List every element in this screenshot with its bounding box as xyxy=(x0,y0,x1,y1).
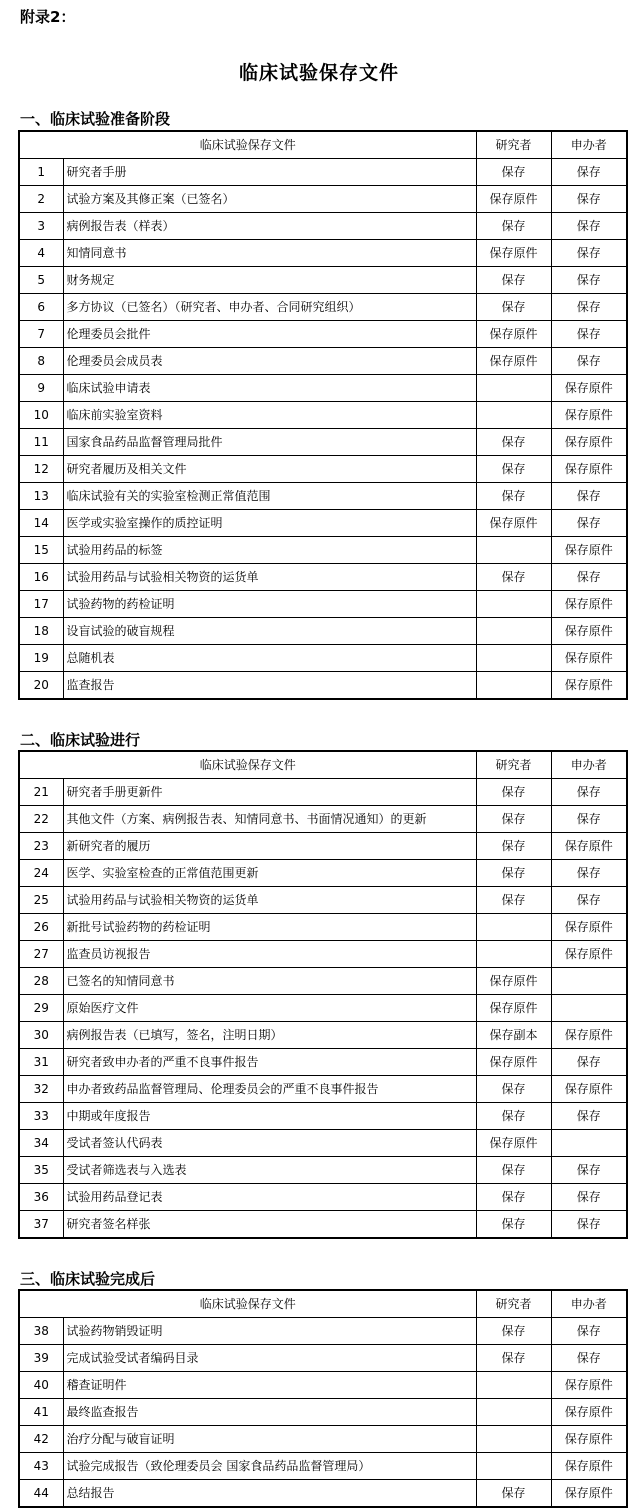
header-investigator: 研究者 xyxy=(476,1290,551,1318)
table-row xyxy=(19,1426,627,1453)
table-row xyxy=(19,591,627,618)
table-row xyxy=(19,995,627,1022)
sponsor-status: 保存原件 xyxy=(551,1399,627,1426)
document-name: 临床试验有关的实验室检测正常值范围 xyxy=(63,483,476,510)
sponsor-status: 保存原件 xyxy=(551,375,627,402)
sponsor-status: 保存原件 xyxy=(551,537,627,564)
row-number: 14 xyxy=(19,510,63,537)
investigator-status: 保存 xyxy=(476,456,551,483)
page-title: 临床试验保存文件 xyxy=(238,62,399,84)
row-number: 11 xyxy=(19,429,63,456)
document-name: 病例报告表（已填写，签名，注明日期） xyxy=(63,1022,476,1049)
sponsor-status xyxy=(551,1130,627,1157)
table-row xyxy=(19,429,627,456)
document-name: 试验用药品与试验相关物资的运货单 xyxy=(63,564,476,591)
header-investigator: 研究者 xyxy=(476,131,551,159)
document-name: 已签名的知情同意书 xyxy=(63,968,476,995)
row-number: 39 xyxy=(19,1345,63,1372)
investigator-status xyxy=(476,591,551,618)
header-document: 临床试验保存文件 xyxy=(19,1290,476,1318)
document-name: 受试者筛选表与入选表 xyxy=(63,1157,476,1184)
sponsor-status: 保存 xyxy=(551,267,627,294)
sponsor-status: 保存 xyxy=(551,1318,627,1345)
table-row xyxy=(19,1157,627,1184)
investigator-status: 保存 xyxy=(476,1157,551,1184)
row-number: 43 xyxy=(19,1453,63,1480)
document-name: 设盲试验的破盲规程 xyxy=(63,618,476,645)
investigator-status: 保存原件 xyxy=(476,348,551,375)
investigator-status: 保存 xyxy=(476,1318,551,1345)
sponsor-status: 保存 xyxy=(551,213,627,240)
sponsor-status: 保存原件 xyxy=(551,672,627,700)
sponsor-status: 保存 xyxy=(551,1345,627,1372)
investigator-status xyxy=(476,941,551,968)
table-row xyxy=(19,1076,627,1103)
document-name: 研究者致申办者的严重不良事件报告 xyxy=(63,1049,476,1076)
investigator-status xyxy=(476,1372,551,1399)
investigator-status: 保存原件 xyxy=(476,510,551,537)
investigator-status xyxy=(476,645,551,672)
document-name: 试验完成报告（致伦理委员会 国家食品药品监督管理局） xyxy=(63,1453,476,1480)
sponsor-status: 保存 xyxy=(551,1211,627,1239)
table-row xyxy=(19,941,627,968)
table-row xyxy=(19,914,627,941)
document-name: 总结报告 xyxy=(63,1480,476,1508)
investigator-status xyxy=(476,914,551,941)
row-number: 40 xyxy=(19,1372,63,1399)
row-number: 21 xyxy=(19,779,63,806)
sponsor-status: 保存 xyxy=(551,1184,627,1211)
investigator-status: 保存 xyxy=(476,213,551,240)
investigator-status: 保存 xyxy=(476,1103,551,1130)
sponsor-status: 保存 xyxy=(551,887,627,914)
document-name: 试验方案及其修正案（已签名） xyxy=(63,186,476,213)
table-row xyxy=(19,1318,627,1345)
header-document: 临床试验保存文件 xyxy=(19,751,476,779)
table-row xyxy=(19,1049,627,1076)
document-name: 试验药物销毁证明 xyxy=(63,1318,476,1345)
investigator-status: 保存 xyxy=(476,833,551,860)
header-sponsor: 申办者 xyxy=(551,1290,627,1318)
row-number: 16 xyxy=(19,564,63,591)
document-name: 伦理委员会批件 xyxy=(63,321,476,348)
table-row xyxy=(19,375,627,402)
investigator-status xyxy=(476,1399,551,1426)
document-name: 医学、实验室检查的正常值范围更新 xyxy=(63,860,476,887)
document-name: 临床试验申请表 xyxy=(63,375,476,402)
document-name: 新批号试验药物的药检证明 xyxy=(63,914,476,941)
investigator-status: 保存原件 xyxy=(476,321,551,348)
table-row xyxy=(19,1211,627,1239)
document-name: 申办者致药品监督管理局、伦理委员会的严重不良事件报告 xyxy=(63,1076,476,1103)
investigator-status: 保存 xyxy=(476,887,551,914)
table-row xyxy=(19,1372,627,1399)
row-number: 18 xyxy=(19,618,63,645)
table-row xyxy=(19,213,627,240)
investigator-status xyxy=(476,672,551,700)
row-number: 23 xyxy=(19,833,63,860)
header-investigator: 研究者 xyxy=(476,751,551,779)
sponsor-status: 保存 xyxy=(551,321,627,348)
sponsor-status: 保存原件 xyxy=(551,1076,627,1103)
table-row xyxy=(19,1480,627,1508)
investigator-status: 保存 xyxy=(476,294,551,321)
row-number: 9 xyxy=(19,375,63,402)
document-name: 国家食品药品监督管理局批件 xyxy=(63,429,476,456)
document-name: 试验用药品登记表 xyxy=(63,1184,476,1211)
sponsor-status: 保存原件 xyxy=(551,456,627,483)
investigator-status: 保存 xyxy=(476,860,551,887)
table-row xyxy=(19,1184,627,1211)
table-header-row xyxy=(19,751,627,779)
row-number: 33 xyxy=(19,1103,63,1130)
sponsor-status: 保存 xyxy=(551,186,627,213)
investigator-status: 保存 xyxy=(476,159,551,186)
row-number: 24 xyxy=(19,860,63,887)
investigator-status: 保存 xyxy=(476,806,551,833)
table-row xyxy=(19,402,627,429)
document-name: 试验用药品与试验相关物资的运货单 xyxy=(63,887,476,914)
row-number: 38 xyxy=(19,1318,63,1345)
investigator-status: 保存 xyxy=(476,429,551,456)
document-name: 财务规定 xyxy=(63,267,476,294)
table-row xyxy=(19,833,627,860)
row-number: 13 xyxy=(19,483,63,510)
section-heading: 二、临床试验进行 xyxy=(20,731,141,749)
document-table xyxy=(18,130,628,700)
sponsor-status xyxy=(551,995,627,1022)
row-number: 31 xyxy=(19,1049,63,1076)
table-row xyxy=(19,321,627,348)
row-number: 19 xyxy=(19,645,63,672)
document-name: 研究者手册更新件 xyxy=(63,779,476,806)
document-name: 研究者履历及相关文件 xyxy=(63,456,476,483)
document-name: 研究者签名样张 xyxy=(63,1211,476,1239)
document-name: 研究者手册 xyxy=(63,159,476,186)
table-row xyxy=(19,645,627,672)
row-number: 22 xyxy=(19,806,63,833)
row-number: 5 xyxy=(19,267,63,294)
document-name: 原始医疗文件 xyxy=(63,995,476,1022)
table-row xyxy=(19,186,627,213)
table-row xyxy=(19,779,627,806)
row-number: 26 xyxy=(19,914,63,941)
table-header-row xyxy=(19,131,627,159)
sponsor-status: 保存 xyxy=(551,860,627,887)
investigator-status: 保存 xyxy=(476,1076,551,1103)
table-row xyxy=(19,510,627,537)
header-sponsor: 申办者 xyxy=(551,131,627,159)
document-name: 医学或实验室操作的质控证明 xyxy=(63,510,476,537)
document-name: 其他文件（方案、病例报告表、知情同意书、书面情况通知）的更新 xyxy=(63,806,476,833)
investigator-status: 保存原件 xyxy=(476,1130,551,1157)
table-row xyxy=(19,1345,627,1372)
row-number: 15 xyxy=(19,537,63,564)
sponsor-status: 保存 xyxy=(551,806,627,833)
document-name: 伦理委员会成员表 xyxy=(63,348,476,375)
sponsor-status: 保存原件 xyxy=(551,645,627,672)
row-number: 28 xyxy=(19,968,63,995)
section-heading: 三、临床试验完成后 xyxy=(20,1270,156,1288)
table-row xyxy=(19,1399,627,1426)
row-number: 30 xyxy=(19,1022,63,1049)
row-number: 44 xyxy=(19,1480,63,1508)
document-name: 新研究者的履历 xyxy=(63,833,476,860)
document-table xyxy=(18,750,628,1239)
row-number: 3 xyxy=(19,213,63,240)
row-number: 8 xyxy=(19,348,63,375)
investigator-status: 保存 xyxy=(476,1480,551,1508)
sponsor-status: 保存原件 xyxy=(551,914,627,941)
investigator-status: 保存 xyxy=(476,779,551,806)
investigator-status: 保存原件 xyxy=(476,1049,551,1076)
sponsor-status: 保存原件 xyxy=(551,591,627,618)
row-number: 35 xyxy=(19,1157,63,1184)
investigator-status xyxy=(476,618,551,645)
row-number: 10 xyxy=(19,402,63,429)
table-row xyxy=(19,1022,627,1049)
table-row xyxy=(19,1130,627,1157)
appendix-label: 附录2： xyxy=(20,8,76,26)
document-name: 总随机表 xyxy=(63,645,476,672)
row-number: 32 xyxy=(19,1076,63,1103)
document-name: 病例报告表（样表） xyxy=(63,213,476,240)
sponsor-status: 保存 xyxy=(551,159,627,186)
investigator-status: 保存副本 xyxy=(476,1022,551,1049)
row-number: 29 xyxy=(19,995,63,1022)
document-name: 知情同意书 xyxy=(63,240,476,267)
investigator-status xyxy=(476,375,551,402)
sponsor-status: 保存原件 xyxy=(551,1372,627,1399)
row-number: 41 xyxy=(19,1399,63,1426)
table-row xyxy=(19,240,627,267)
document-name: 治疗分配与破盲证明 xyxy=(63,1426,476,1453)
header-sponsor: 申办者 xyxy=(551,751,627,779)
table-row xyxy=(19,483,627,510)
document-name: 临床前实验室资料 xyxy=(63,402,476,429)
row-number: 6 xyxy=(19,294,63,321)
document-name: 完成试验受试者编码目录 xyxy=(63,1345,476,1372)
sponsor-status: 保存原件 xyxy=(551,833,627,860)
sponsor-status: 保存 xyxy=(551,348,627,375)
investigator-status: 保存 xyxy=(476,1184,551,1211)
sponsor-status: 保存 xyxy=(551,564,627,591)
sponsor-status: 保存原件 xyxy=(551,1453,627,1480)
table-row xyxy=(19,537,627,564)
table-row xyxy=(19,618,627,645)
table-row xyxy=(19,294,627,321)
row-number: 37 xyxy=(19,1211,63,1239)
sponsor-status: 保存原件 xyxy=(551,1426,627,1453)
sponsor-status: 保存 xyxy=(551,240,627,267)
investigator-status: 保存 xyxy=(476,1211,551,1239)
document-name: 受试者签认代码表 xyxy=(63,1130,476,1157)
investigator-status xyxy=(476,1453,551,1480)
investigator-status: 保存 xyxy=(476,1345,551,1372)
document-table xyxy=(18,1289,628,1508)
document-name: 监查员访视报告 xyxy=(63,941,476,968)
investigator-status: 保存 xyxy=(476,483,551,510)
sponsor-status: 保存原件 xyxy=(551,1022,627,1049)
row-number: 12 xyxy=(19,456,63,483)
table-row xyxy=(19,456,627,483)
sponsor-status: 保存 xyxy=(551,510,627,537)
row-number: 27 xyxy=(19,941,63,968)
investigator-status: 保存原件 xyxy=(476,995,551,1022)
investigator-status xyxy=(476,1426,551,1453)
row-number: 20 xyxy=(19,672,63,700)
section-heading: 一、临床试验准备阶段 xyxy=(20,110,171,128)
table-header-row xyxy=(19,1290,627,1318)
investigator-status: 保存原件 xyxy=(476,186,551,213)
row-number: 36 xyxy=(19,1184,63,1211)
sponsor-status: 保存 xyxy=(551,483,627,510)
row-number: 1 xyxy=(19,159,63,186)
document-name: 稽查证明件 xyxy=(63,1372,476,1399)
table-row xyxy=(19,887,627,914)
row-number: 42 xyxy=(19,1426,63,1453)
document-name: 监查报告 xyxy=(63,672,476,700)
document-name: 最终监查报告 xyxy=(63,1399,476,1426)
investigator-status: 保存原件 xyxy=(476,968,551,995)
investigator-status: 保存 xyxy=(476,267,551,294)
investigator-status xyxy=(476,402,551,429)
row-number: 34 xyxy=(19,1130,63,1157)
header-document: 临床试验保存文件 xyxy=(19,131,476,159)
sponsor-status: 保存 xyxy=(551,294,627,321)
row-number: 4 xyxy=(19,240,63,267)
investigator-status xyxy=(476,537,551,564)
table-row xyxy=(19,860,627,887)
row-number: 7 xyxy=(19,321,63,348)
sponsor-status: 保存 xyxy=(551,1049,627,1076)
row-number: 2 xyxy=(19,186,63,213)
row-number: 25 xyxy=(19,887,63,914)
sponsor-status: 保存 xyxy=(551,779,627,806)
investigator-status: 保存原件 xyxy=(476,240,551,267)
table-row xyxy=(19,806,627,833)
document-name: 试验用药品的标签 xyxy=(63,537,476,564)
row-number: 17 xyxy=(19,591,63,618)
sponsor-status: 保存原件 xyxy=(551,941,627,968)
table-row xyxy=(19,1453,627,1480)
investigator-status: 保存 xyxy=(476,564,551,591)
sponsor-status: 保存 xyxy=(551,1103,627,1130)
sponsor-status: 保存 xyxy=(551,1157,627,1184)
table-row xyxy=(19,348,627,375)
table-row xyxy=(19,968,627,995)
document-name: 多方协议（已签名）（研究者、申办者、合同研究组织） xyxy=(63,294,476,321)
table-row xyxy=(19,564,627,591)
document-name: 试验药物的药检证明 xyxy=(63,591,476,618)
sponsor-status: 保存原件 xyxy=(551,429,627,456)
sponsor-status xyxy=(551,968,627,995)
sponsor-status: 保存原件 xyxy=(551,618,627,645)
table-row xyxy=(19,159,627,186)
document-name: 中期或年度报告 xyxy=(63,1103,476,1130)
sponsor-status: 保存原件 xyxy=(551,402,627,429)
table-row xyxy=(19,672,627,700)
sponsor-status: 保存原件 xyxy=(551,1480,627,1508)
table-row xyxy=(19,267,627,294)
table-row xyxy=(19,1103,627,1130)
